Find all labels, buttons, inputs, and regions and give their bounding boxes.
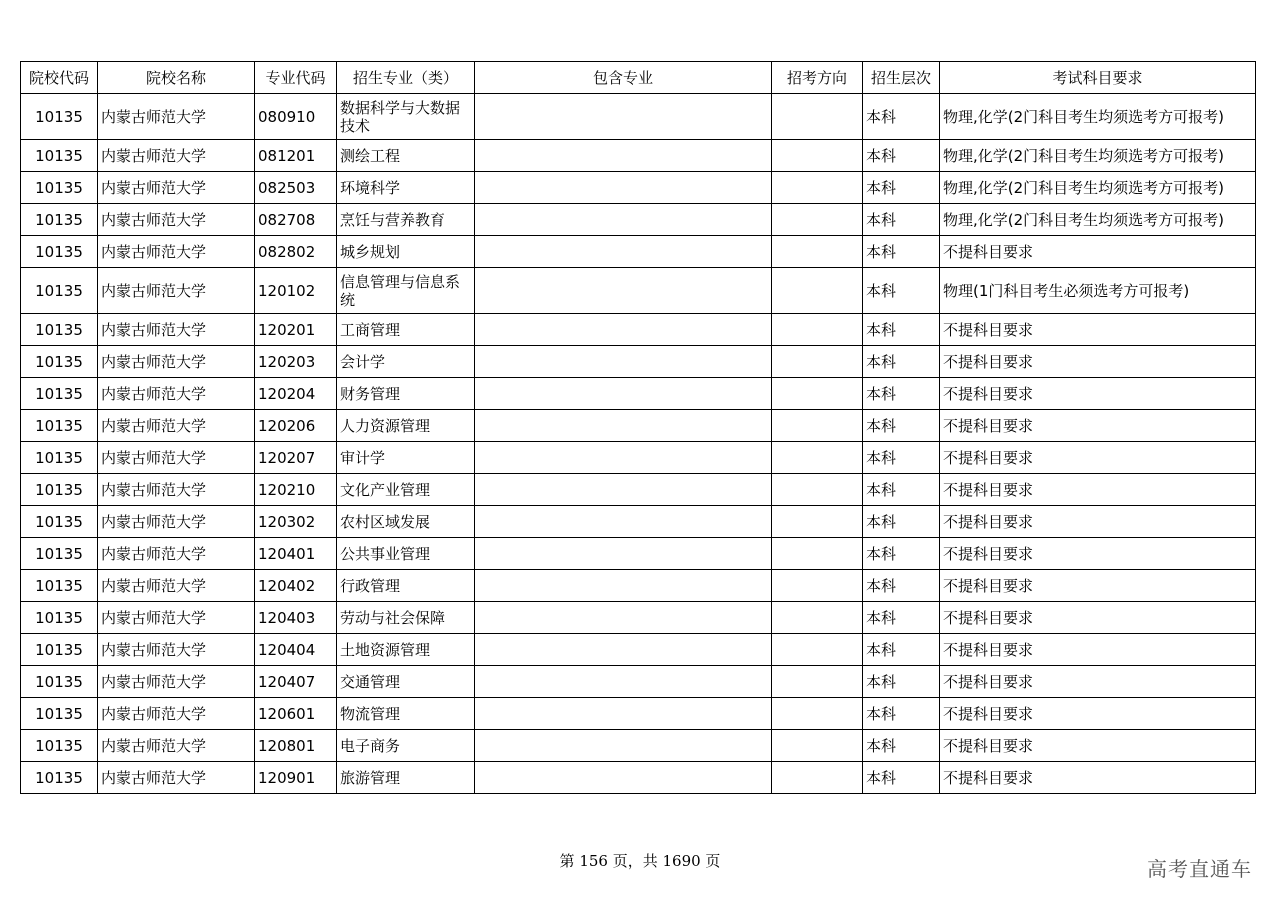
header-included-majors: 包含专业 (475, 62, 772, 94)
cell-major-code: 120210 (255, 474, 337, 506)
cell-included-majors (475, 762, 772, 794)
cell-major-code: 120207 (255, 442, 337, 474)
page-footer: 第 156 页，共 1690 页 (559, 852, 721, 870)
cell-direction (772, 666, 863, 698)
table-row (21, 94, 1256, 140)
cell-school-code: 10135 (21, 538, 98, 570)
cell-school-code: 10135 (21, 172, 98, 204)
cell-subject-requirement: 不提科目要求 (940, 762, 1256, 794)
cell-included-majors (475, 602, 772, 634)
cell-subject-requirement: 物理,化学(2门科目考生均须选考方可报考) (940, 172, 1256, 204)
cell-direction (772, 378, 863, 410)
table-row (21, 634, 1256, 666)
cell-direction (772, 730, 863, 762)
cell-level: 本科 (863, 204, 940, 236)
cell-subject-requirement: 不提科目要求 (940, 634, 1256, 666)
cell-school-name: 内蒙古师范大学 (98, 506, 255, 538)
table-row (21, 314, 1256, 346)
cell-major: 农村区域发展 (337, 506, 475, 538)
cell-major: 烹饪与营养教育 (337, 204, 475, 236)
cell-school-name: 内蒙古师范大学 (98, 570, 255, 602)
cell-school-name: 内蒙古师范大学 (98, 666, 255, 698)
watermark: 高考直通车 (1147, 857, 1252, 881)
cell-major: 旅游管理 (337, 762, 475, 794)
cell-major: 劳动与社会保障 (337, 602, 475, 634)
table-header-row (21, 62, 1256, 94)
table-row (21, 268, 1256, 314)
cell-school-name: 内蒙古师范大学 (98, 314, 255, 346)
cell-included-majors (475, 570, 772, 602)
cell-school-code: 10135 (21, 506, 98, 538)
cell-school-name: 内蒙古师范大学 (98, 730, 255, 762)
cell-school-code: 10135 (21, 94, 98, 140)
cell-level: 本科 (863, 236, 940, 268)
admissions-table (20, 61, 1256, 794)
cell-subject-requirement: 不提科目要求 (940, 538, 1256, 570)
cell-major: 交通管理 (337, 666, 475, 698)
cell-school-code: 10135 (21, 268, 98, 314)
cell-major: 文化产业管理 (337, 474, 475, 506)
cell-school-name: 内蒙古师范大学 (98, 172, 255, 204)
cell-major-code: 082708 (255, 204, 337, 236)
cell-direction (772, 268, 863, 314)
cell-included-majors (475, 410, 772, 442)
cell-direction (772, 204, 863, 236)
cell-school-name: 内蒙古师范大学 (98, 236, 255, 268)
cell-major-code: 120204 (255, 378, 337, 410)
cell-school-name: 内蒙古师范大学 (98, 204, 255, 236)
cell-school-code: 10135 (21, 410, 98, 442)
cell-subject-requirement: 不提科目要求 (940, 410, 1256, 442)
cell-major: 人力资源管理 (337, 410, 475, 442)
header-level: 招生层次 (863, 62, 940, 94)
cell-included-majors (475, 474, 772, 506)
cell-school-name: 内蒙古师范大学 (98, 698, 255, 730)
table-row (21, 698, 1256, 730)
cell-major: 财务管理 (337, 378, 475, 410)
cell-subject-requirement: 不提科目要求 (940, 730, 1256, 762)
cell-subject-requirement: 不提科目要求 (940, 442, 1256, 474)
cell-school-code: 10135 (21, 442, 98, 474)
cell-school-code: 10135 (21, 570, 98, 602)
cell-school-code: 10135 (21, 762, 98, 794)
cell-school-code: 10135 (21, 666, 98, 698)
cell-direction (772, 570, 863, 602)
cell-included-majors (475, 698, 772, 730)
cell-school-code: 10135 (21, 474, 98, 506)
cell-major: 信息管理与信息系统 (337, 268, 475, 314)
cell-major: 城乡规划 (337, 236, 475, 268)
cell-school-name: 内蒙古师范大学 (98, 268, 255, 314)
cell-level: 本科 (863, 268, 940, 314)
cell-school-name: 内蒙古师范大学 (98, 94, 255, 140)
header-major-code: 专业代码 (255, 62, 337, 94)
cell-level: 本科 (863, 570, 940, 602)
cell-included-majors (475, 442, 772, 474)
cell-subject-requirement: 不提科目要求 (940, 346, 1256, 378)
cell-level: 本科 (863, 666, 940, 698)
cell-major: 工商管理 (337, 314, 475, 346)
cell-level: 本科 (863, 762, 940, 794)
cell-school-code: 10135 (21, 140, 98, 172)
cell-school-code: 10135 (21, 634, 98, 666)
cell-major-code: 120102 (255, 268, 337, 314)
cell-level: 本科 (863, 634, 940, 666)
cell-subject-requirement: 不提科目要求 (940, 474, 1256, 506)
cell-level: 本科 (863, 314, 940, 346)
table-row (21, 442, 1256, 474)
cell-major-code: 120404 (255, 634, 337, 666)
cell-school-code: 10135 (21, 730, 98, 762)
cell-major-code: 120403 (255, 602, 337, 634)
cell-major-code: 082503 (255, 172, 337, 204)
cell-level: 本科 (863, 538, 940, 570)
cell-level: 本科 (863, 346, 940, 378)
cell-included-majors (475, 236, 772, 268)
cell-school-code: 10135 (21, 602, 98, 634)
table-row (21, 666, 1256, 698)
cell-subject-requirement: 不提科目要求 (940, 570, 1256, 602)
table-row (21, 346, 1256, 378)
cell-major: 物流管理 (337, 698, 475, 730)
cell-direction (772, 762, 863, 794)
cell-level: 本科 (863, 730, 940, 762)
cell-included-majors (475, 172, 772, 204)
header-school-name: 院校名称 (98, 62, 255, 94)
cell-school-code: 10135 (21, 204, 98, 236)
cell-included-majors (475, 506, 772, 538)
cell-school-name: 内蒙古师范大学 (98, 410, 255, 442)
cell-included-majors (475, 140, 772, 172)
cell-major: 电子商务 (337, 730, 475, 762)
cell-major: 审计学 (337, 442, 475, 474)
table-row (21, 378, 1256, 410)
cell-level: 本科 (863, 172, 940, 204)
cell-major: 会计学 (337, 346, 475, 378)
cell-school-code: 10135 (21, 378, 98, 410)
cell-subject-requirement: 不提科目要求 (940, 666, 1256, 698)
cell-major-code: 120201 (255, 314, 337, 346)
cell-included-majors (475, 94, 772, 140)
cell-school-name: 内蒙古师范大学 (98, 346, 255, 378)
cell-direction (772, 506, 863, 538)
cell-direction (772, 474, 863, 506)
cell-major: 公共事业管理 (337, 538, 475, 570)
cell-direction (772, 140, 863, 172)
cell-subject-requirement: 不提科目要求 (940, 236, 1256, 268)
cell-major: 数据科学与大数据技术 (337, 94, 475, 140)
cell-school-code: 10135 (21, 698, 98, 730)
cell-direction (772, 634, 863, 666)
cell-direction (772, 442, 863, 474)
cell-included-majors (475, 204, 772, 236)
cell-subject-requirement: 物理(1门科目考生必须选考方可报考) (940, 268, 1256, 314)
cell-direction (772, 94, 863, 140)
cell-school-name: 内蒙古师范大学 (98, 634, 255, 666)
cell-included-majors (475, 314, 772, 346)
cell-major-code: 120302 (255, 506, 337, 538)
table-row (21, 538, 1256, 570)
cell-subject-requirement: 不提科目要求 (940, 602, 1256, 634)
cell-school-name: 内蒙古师范大学 (98, 538, 255, 570)
cell-direction (772, 172, 863, 204)
header-school-code: 院校代码 (21, 62, 98, 94)
header-direction: 招考方向 (772, 62, 863, 94)
cell-major-code: 120402 (255, 570, 337, 602)
table-row (21, 410, 1256, 442)
cell-level: 本科 (863, 94, 940, 140)
cell-major: 测绘工程 (337, 140, 475, 172)
cell-level: 本科 (863, 602, 940, 634)
header-subject-requirement: 考试科目要求 (940, 62, 1256, 94)
cell-major-code: 080910 (255, 94, 337, 140)
cell-major-code: 120407 (255, 666, 337, 698)
cell-direction (772, 410, 863, 442)
table-row (21, 570, 1256, 602)
cell-included-majors (475, 666, 772, 698)
cell-included-majors (475, 346, 772, 378)
table-row (21, 602, 1256, 634)
cell-major-code: 120206 (255, 410, 337, 442)
cell-level: 本科 (863, 506, 940, 538)
cell-included-majors (475, 730, 772, 762)
table-body (21, 94, 1256, 794)
cell-included-majors (475, 378, 772, 410)
cell-direction (772, 698, 863, 730)
table-row (21, 474, 1256, 506)
cell-subject-requirement: 物理,化学(2门科目考生均须选考方可报考) (940, 140, 1256, 172)
cell-major: 行政管理 (337, 570, 475, 602)
table-row (21, 762, 1256, 794)
table-row (21, 204, 1256, 236)
cell-level: 本科 (863, 698, 940, 730)
cell-included-majors (475, 538, 772, 570)
cell-level: 本科 (863, 410, 940, 442)
cell-major-code: 120801 (255, 730, 337, 762)
cell-major-code: 120901 (255, 762, 337, 794)
table-row (21, 140, 1256, 172)
table-row (21, 236, 1256, 268)
table-row (21, 730, 1256, 762)
cell-level: 本科 (863, 442, 940, 474)
cell-subject-requirement: 物理,化学(2门科目考生均须选考方可报考) (940, 204, 1256, 236)
cell-level: 本科 (863, 474, 940, 506)
cell-school-name: 内蒙古师范大学 (98, 474, 255, 506)
cell-school-code: 10135 (21, 236, 98, 268)
cell-level: 本科 (863, 140, 940, 172)
cell-school-code: 10135 (21, 346, 98, 378)
cell-major-code: 120401 (255, 538, 337, 570)
cell-school-name: 内蒙古师范大学 (98, 602, 255, 634)
table-row (21, 506, 1256, 538)
cell-level: 本科 (863, 378, 940, 410)
cell-school-name: 内蒙古师范大学 (98, 762, 255, 794)
cell-included-majors (475, 634, 772, 666)
cell-major-code: 120601 (255, 698, 337, 730)
cell-school-code: 10135 (21, 314, 98, 346)
cell-subject-requirement: 物理,化学(2门科目考生均须选考方可报考) (940, 94, 1256, 140)
cell-subject-requirement: 不提科目要求 (940, 378, 1256, 410)
cell-major-code: 120203 (255, 346, 337, 378)
cell-subject-requirement: 不提科目要求 (940, 698, 1256, 730)
cell-school-name: 内蒙古师范大学 (98, 442, 255, 474)
cell-major: 环境科学 (337, 172, 475, 204)
cell-major-code: 082802 (255, 236, 337, 268)
cell-direction (772, 236, 863, 268)
cell-subject-requirement: 不提科目要求 (940, 506, 1256, 538)
header-major: 招生专业（类） (337, 62, 475, 94)
cell-direction (772, 346, 863, 378)
cell-school-name: 内蒙古师范大学 (98, 140, 255, 172)
cell-major-code: 081201 (255, 140, 337, 172)
cell-subject-requirement: 不提科目要求 (940, 314, 1256, 346)
table-row (21, 172, 1256, 204)
cell-direction (772, 538, 863, 570)
cell-direction (772, 314, 863, 346)
cell-school-name: 内蒙古师范大学 (98, 378, 255, 410)
cell-major: 土地资源管理 (337, 634, 475, 666)
cell-included-majors (475, 268, 772, 314)
cell-direction (772, 602, 863, 634)
